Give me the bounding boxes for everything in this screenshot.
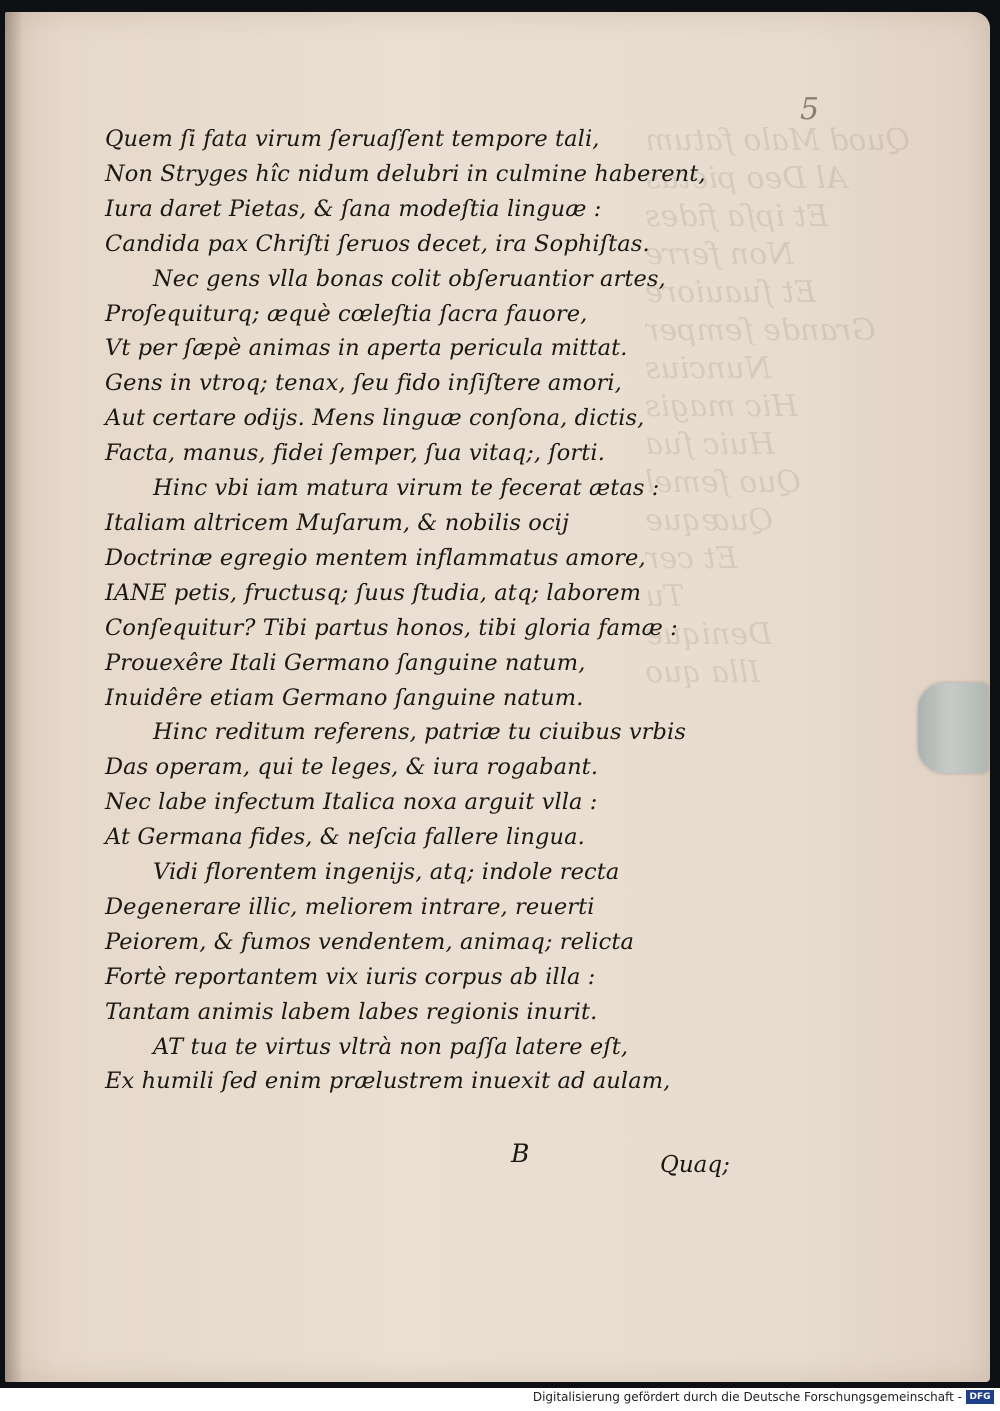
verse-line: Peiorem, & fumos vendentem, animaq; relicta: [105, 928, 635, 955]
verse-line: Gens in vtroq; tenax, ſeu fido inſiſtere amori,: [105, 370, 622, 397]
verse-line: Proſequiturq; æquè cœleſtia ſacra fauore,: [105, 300, 588, 327]
verse-line: Fortè reportantem vix iuris corpus ab illa :: [105, 963, 596, 990]
page-number: 5: [800, 92, 820, 127]
book-page: [5, 12, 990, 1382]
verse-line: Aut certare odijs. Mens linguæ conſona, dictis,: [105, 405, 645, 432]
page-tab-marker: [918, 683, 988, 773]
signature-mark: B: [511, 1139, 530, 1168]
bleed-through-text: Quod Malo fatum Al Deo pietas Et ipſa fides Non ferre Et ſuauiore Grande ſemper Nuncius Hic magis Huic ſua Quo ſemel Quæque Et cer Tu Denique Illa quo: [645, 123, 911, 690]
verse-line: At Germana fides, & neſcia fallere lingua.: [105, 824, 585, 851]
verse-line: Iura daret Pietas, & ſana modeſtia linguæ :: [105, 195, 602, 222]
verse-line: Facta, manus, fidei ſemper, ſua vitaq;, ſorti.: [105, 440, 605, 467]
digitization-credit: Digitalisierung gefördert durch die Deutsche Forschungsgemeinschaft -: [532, 1390, 962, 1404]
verse-line: Hinc vbi iam matura virum te fecerat ætas :: [153, 475, 660, 502]
verse-line: Prouexêre Itali Germano ſanguine natum,: [105, 649, 586, 676]
verse-line: Vidi florentem ingenijs, atq; indole recta: [153, 859, 620, 886]
verse-line: Degenerare illic, meliorem intrare, reuerti: [105, 893, 595, 920]
verse-line: Conſequitur? Tibi partus honos, tibi gloria famæ :: [105, 614, 678, 641]
verse-line: Das operam, qui te leges, & iura rogabant.: [105, 754, 599, 781]
verse-line: Quem ſi fata virum ſeruaſſent tempore tali,: [105, 126, 600, 152]
verse-line: Tantam animis labem labes regionis inurit.: [105, 998, 598, 1025]
verse-line: Non Stryges hîc nidum delubri in culmine haberent,: [105, 160, 706, 187]
verse-line: Nec labe infectum Italica noxa arguit vlla :: [105, 789, 598, 816]
verse-line: AT tua te virtus vltrà non paſſa latere eſt,: [153, 1033, 629, 1060]
verse-line: IANE petis, fructusq; ſuus ſtudia, atq; laborem: [105, 579, 642, 606]
verse-line: Vt per ſæpè animas in aperta pericula mittat.: [105, 335, 628, 362]
verse-block: [105, 122, 725, 1099]
dfg-logo: DFG: [966, 1390, 994, 1404]
verse-line: Ex humili ſed enim prælustrem inuexit ad aulam,: [105, 1068, 671, 1095]
verse-line: Italiam altricem Muſarum, & nobilis ocij: [105, 509, 570, 536]
verse-line: Inuidêre etiam Germano ſanguine natum.: [105, 684, 584, 711]
gutter-shadow: [5, 12, 23, 1382]
verse-line: Nec gens vlla bonas colit obſeruantior artes,: [153, 265, 666, 292]
verse-line: Hinc reditum referens, patriæ tu ciuibus vrbis: [153, 719, 686, 746]
verse-line: Candida pax Chriſti ſeruos decet, ira Sophiſtas.: [105, 230, 650, 257]
verse-line: Doctrinæ egregio mentem inflammatus amore,: [105, 544, 646, 571]
catchword: Quaq;: [660, 1152, 730, 1178]
